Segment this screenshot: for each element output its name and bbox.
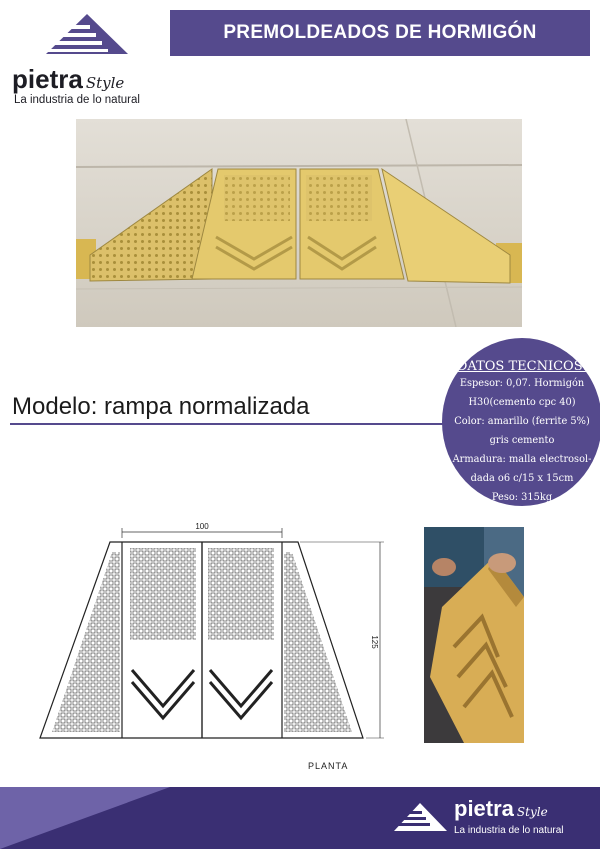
page-title: PREMOLDEADOS DE HORMIGÓN xyxy=(223,22,537,43)
header-banner xyxy=(170,10,590,56)
width-dimension-label: 100 xyxy=(195,522,209,531)
footer-brand-name: pietra xyxy=(454,796,514,821)
footer-brand-logo xyxy=(392,796,592,842)
brand-logo xyxy=(12,12,172,112)
ramp-handling-photo xyxy=(424,527,524,743)
height-dimension-label: 125 xyxy=(370,635,379,649)
title-rule xyxy=(10,423,470,425)
tech-line: Espesor: 0,07. Hormigón xyxy=(459,378,585,389)
tech-line: Color: amarillo (ferrite 5%) xyxy=(454,416,590,427)
brand-name: pietra xyxy=(12,64,83,94)
brand-script: Style xyxy=(85,74,125,92)
plan-caption: PLANTA xyxy=(308,761,349,771)
plan-drawing xyxy=(30,520,400,750)
footer-brand-script: Style xyxy=(516,805,548,819)
tech-line: dada o6 c/15 x 15cm xyxy=(470,473,574,484)
ramp-photo xyxy=(76,119,522,327)
tech-heading: DATOS TECNICOS: xyxy=(457,359,587,374)
tech-line: gris cemento xyxy=(489,435,555,446)
brand-tagline: La industria de lo natural xyxy=(14,94,140,106)
tech-line: Peso: 315kg xyxy=(491,492,553,503)
brand-logo-icon xyxy=(42,12,132,56)
tech-line: H30(cemento cpc 40) xyxy=(468,397,576,408)
model-title: Modelo: rampa normalizada xyxy=(12,393,310,420)
tech-line: Armadura: malla electrosol- xyxy=(452,454,592,465)
brand-logo-icon xyxy=(392,802,448,832)
footer-brand-tagline: La industria de lo natural xyxy=(454,825,564,836)
tech-data-circle xyxy=(442,338,600,506)
